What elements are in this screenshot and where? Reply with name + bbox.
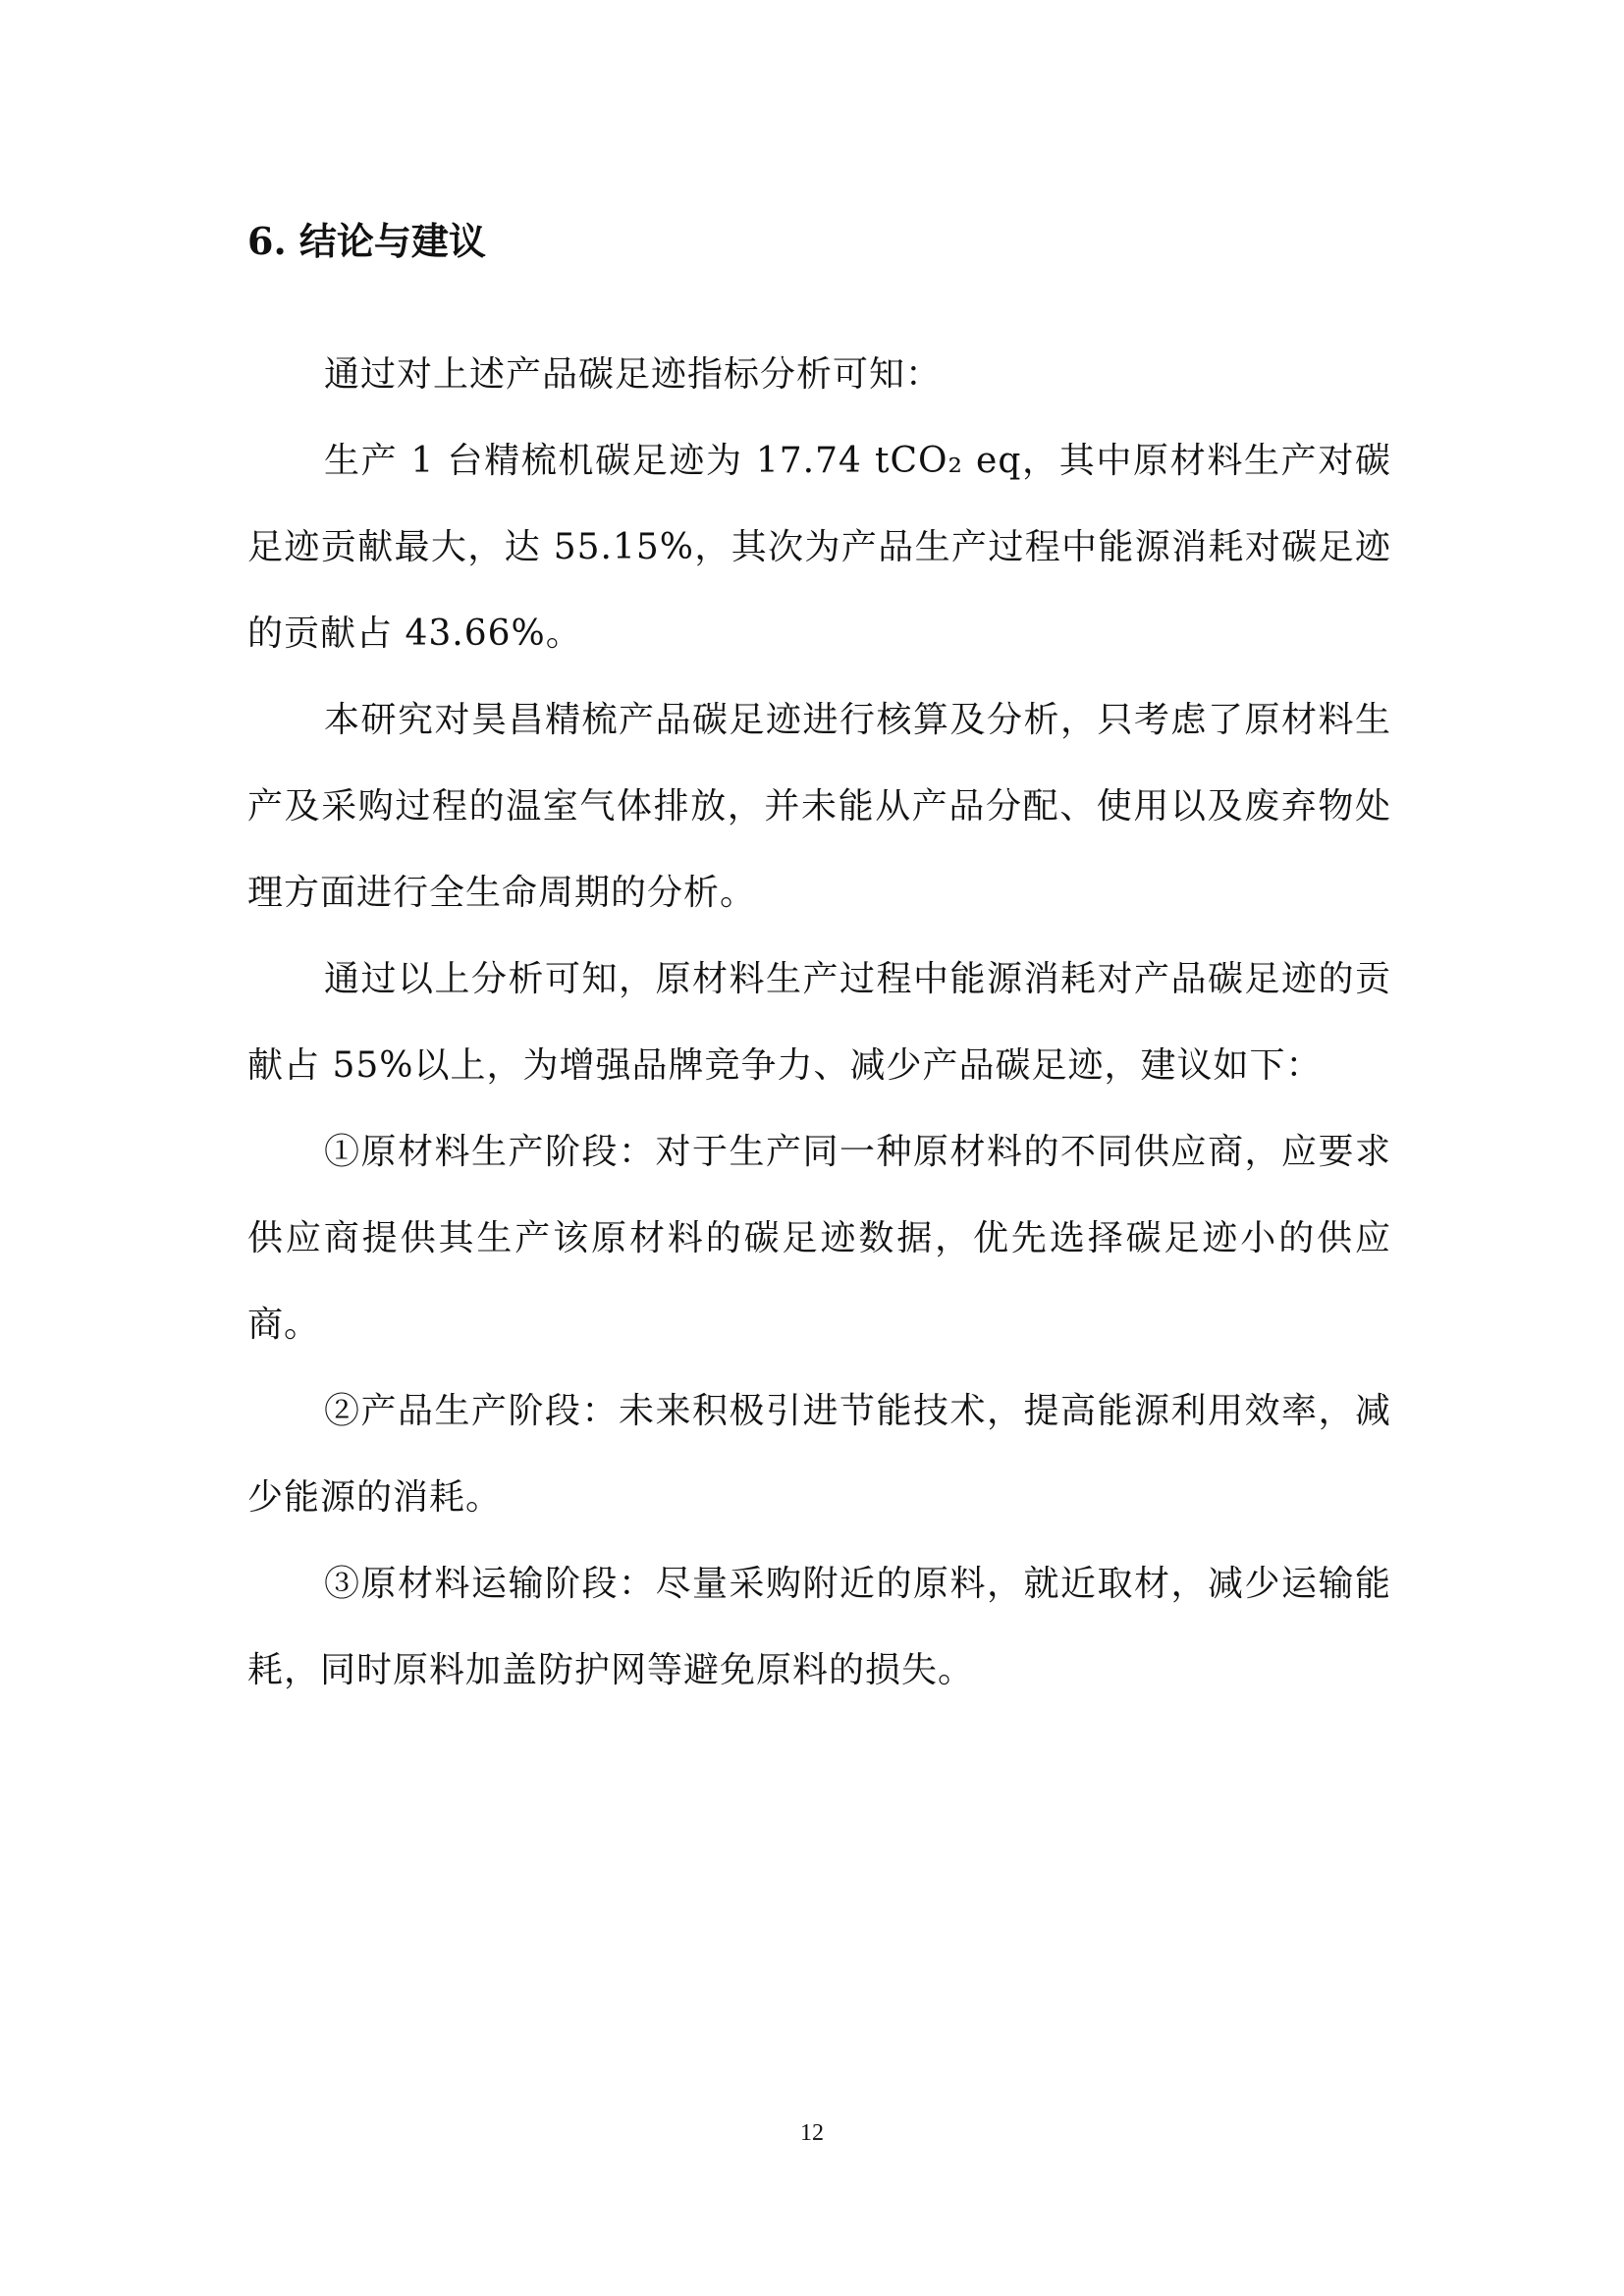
paragraph-intro: 通过对上述产品碳足迹指标分析可知： <box>324 354 943 395</box>
page-number: 12 <box>800 2120 824 2146</box>
paragraph-analysis-summary: 通过以上分析可知，原材料生产过程中能源消耗对产品碳足迹的贡献占 55%以上，为增强品牌竞争力、减少产品碳足迹，建议如下： <box>247 959 1391 1086</box>
paragraph-recommendation-production: ②产品生产阶段：未来积极引进节能技术，提高能源利用效率，减少能源的消耗。 <box>247 1391 1391 1518</box>
section-body <box>247 332 1391 1714</box>
paragraph-recommendation-transport: ③原材料运输阶段：尽量采购附近的原料，就近取材，减少运输能耗，同时原料加盖防护网等避免原料的损失。 <box>247 1564 1391 1690</box>
paragraph-recommendation-raw-materials: ①原材料生产阶段：对于生产同一种原材料的不同供应商，应要求供应商提供其生产该原材料的碳足迹数据，优先选择碳足迹小的供应商。 <box>247 1132 1391 1345</box>
section-heading: 6. 结论与建议 <box>247 219 486 263</box>
paragraph-study-scope: 本研究对昊昌精梳产品碳足迹进行核算及分析，只考虑了原材料生产及采购过程的温室气体排放，并未能从产品分配、使用以及废弃物处理方面进行全生命周期的分析。 <box>247 700 1391 913</box>
paragraph-carbon-footprint-result: 生产 1 台精梳机碳足迹为 17.74 tCO₂ eq，其中原材料生产对碳足迹贡献最大，达 55.15%，其次为产品生产过程中能源消耗对碳足迹的贡献占 43.66%。 <box>247 441 1391 654</box>
